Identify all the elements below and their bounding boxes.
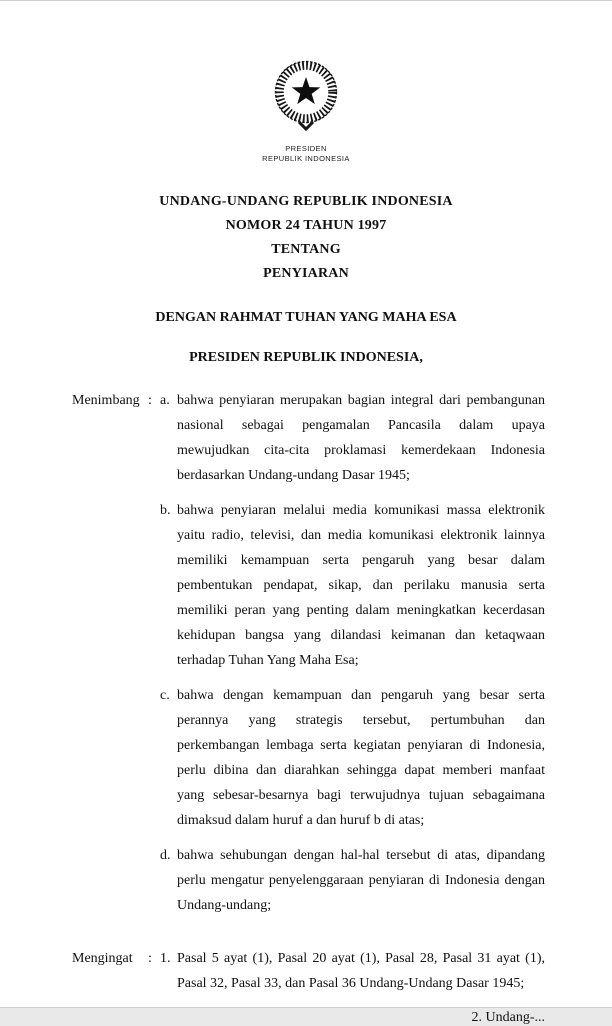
mengingat-label: Mengingat [72,951,133,966]
rahmat-line: DENGAN RAHMAT TUHAN YANG MAHA ESA [155,310,457,325]
item-text: bahwa dengan kemampuan dan pengaruh yang besar serta perannya yang strategis tersebut, pertumbuhan dan perkembangan lembaga serta kegiatan penyiaran di Indonesia, perlu dibina dan diarahkan sehingga dapat memberi manfaat yang sebesar-besarnya bagi terwujudnya tujuan sebagaimana dimaksud dalam huruf a dan huruf b di atas; [177,688,545,828]
seal-caption-presiden: PRESIDEN [285,144,327,153]
presiden-line: PRESIDEN REPUBLIK INDONESIA, [189,350,423,365]
item-text: bahwa penyiaran merupakan bagian integral dari pembangunan nasional sebagai pengamalan Pancasila dalam upaya mewujudkan cita-cita proklamasi kemerdekaan Indonesia berdasarkan Undang-undang Dasar 1945; [177,393,545,483]
document-body [0,388,612,996]
menimbang-colon: : [148,393,152,408]
item-text: Pasal 5 ayat (1), Pasal 20 ayat (1), Pasal 28, Pasal 31 ayat (1), Pasal 32, Pasal 33, dan Pasal 36 Undang-Undang Dasar 1945; [177,951,545,991]
mengingat-colon: : [148,951,152,966]
title-line-4: PENYIARAN [263,266,349,281]
seal-caption [0,144,612,164]
menimbang-label: Menimbang [72,393,140,408]
seal-block [0,1,612,164]
seal-caption-republik: REPUBLIK INDONESIA [262,154,350,163]
menimbang-item-d [160,843,545,918]
menimbang-item-c [160,683,545,833]
item-text: bahwa sehubungan dengan hal-hal tersebut di atas, dipandang perlu mengatur penyelenggaraan penyiaran di Indonesia dengan Undang-undang; [177,848,545,913]
page-catchword: 2. Undang-... [471,1010,545,1025]
mengingat-item-1 [160,946,545,996]
item-text: bahwa penyiaran melalui media komunikasi massa elektronik yaitu radio, televisi, dan media komunikasi elektronik lainnya memiliki kemampuan serta pengaruh yang besar dalam pembentukan pendapat, sikap, dan perilaku manusia serta memiliki peran yang penting dalam meningkatkan kecerdasan kehidupan bangsa yang dilandasi keimanan dan ketaqwaan terhadap Tuhan Yang Maha Esa; [177,503,545,668]
menimbang-item-a [160,388,545,488]
item-marker: c. [160,688,170,703]
item-marker: d. [160,848,171,863]
item-marker: 1. [160,951,171,966]
menimbang-item-b [160,498,545,673]
item-marker: b. [160,503,171,518]
menimbang-items [160,388,545,918]
title-line-2: NOMOR 24 TAHUN 1997 [225,218,387,233]
item-marker: a. [160,393,170,408]
document-title [0,190,612,286]
presidential-seal-icon [264,55,348,135]
title-line-1: UNDANG-UNDANG REPUBLIK INDONESIA [159,194,453,209]
title-line-3: TENTANG [271,242,341,257]
menimbang-section [72,388,545,918]
mengingat-section [72,946,545,996]
mengingat-items [160,946,545,996]
